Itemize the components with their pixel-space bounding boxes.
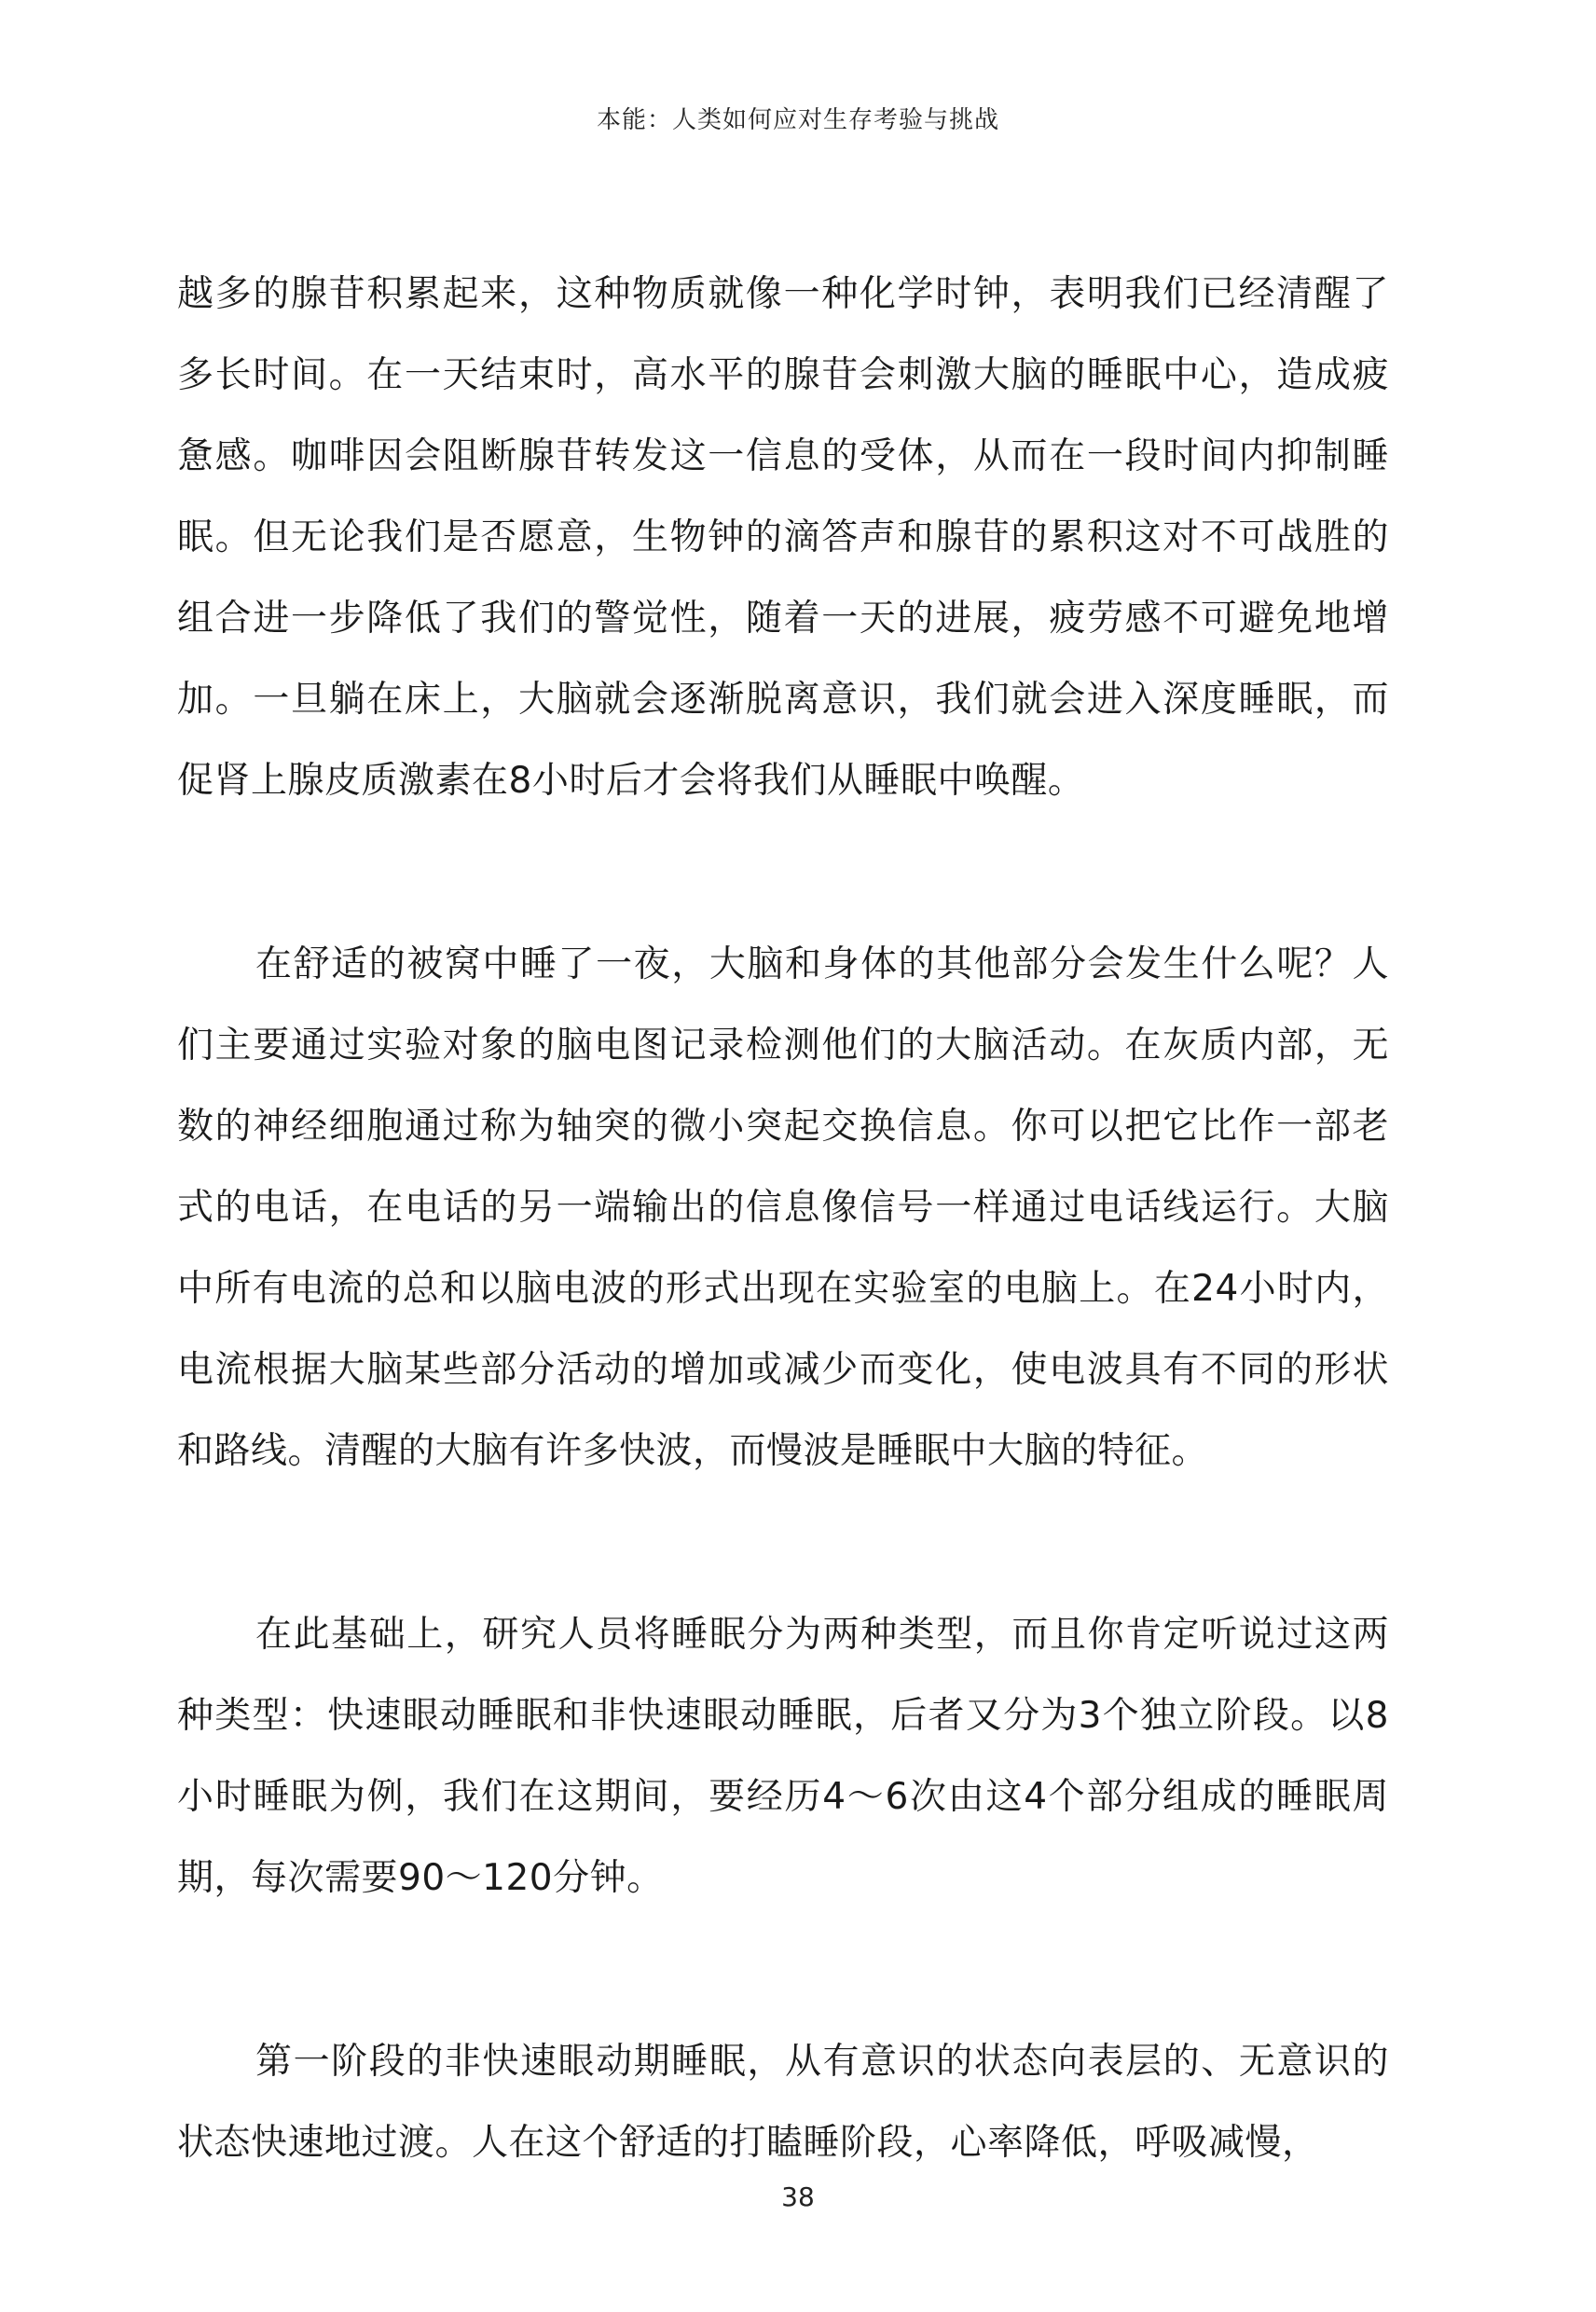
running-header: 本能：人类如何应对生存考验与挑战 <box>596 106 999 134</box>
paragraph-brain-activity: 在舒适的被窝中睡了一夜，大脑和身体的其他部分会发生什么呢？人们主要通过实验对象的脑电图记录检测他们的大脑活动。在灰质内部，无数的神经细胞通过称为轴突的微小突起交换信息。你可以把它比作一部老式的电话，在电话的另一端输出的信息像信号一样通过电话线运行。大脑中所有电流的总和以脑电波的形式出现在实验室的电脑上。在24小时内，电流根据大脑某些部分活动的增加或减少而变化，使电波具有不同的形状和路线。清醒的大脑有许多快波，而慢波是睡眠中大脑的特征。 <box>177 943 1389 1472</box>
paragraph-first-stage: 第一阶段的非快速眼动期睡眠，从有意识的状态向表层的、无意识的状态快速地过渡。人在这个舒适的打瞌睡阶段，心率降低，呼吸减慢， <box>177 2041 1389 2164</box>
paragraph-sleep-types: 在此基础上，研究人员将睡眠分为两种类型，而且你肯定听说过这两种类型：快速眼动睡眠和非快速眼动睡眠，后者又分为3个独立阶段。以8小时睡眠为例，我们在这期间，要经历4～6次由这4个部分组成的睡眠周期，每次需要90～120分钟。 <box>177 1614 1389 1899</box>
page-number: 38 <box>781 2181 815 2212</box>
body-text <box>177 254 1389 2183</box>
paragraph-continuation: 越多的腺苷积累起来，这种物质就像一种化学时钟，表明我们已经清醒了多长时间。在一天结束时，高水平的腺苷会刺激大脑的睡眠中心，造成疲惫感。咖啡因会阻断腺苷转发这一信息的受体，从而在一段时间内抑制睡眠。但无论我们是否愿意，生物钟的滴答声和腺苷的累积这对不可战胜的组合进一步降低了我们的警觉性，随着一天的进展，疲劳感不可避免地增加。一旦躺在床上，大脑就会逐渐脱离意识，我们就会进入深度睡眠，而促肾上腺皮质激素在8小时后才会将我们从睡眠中唤醒。 <box>177 273 1389 802</box>
